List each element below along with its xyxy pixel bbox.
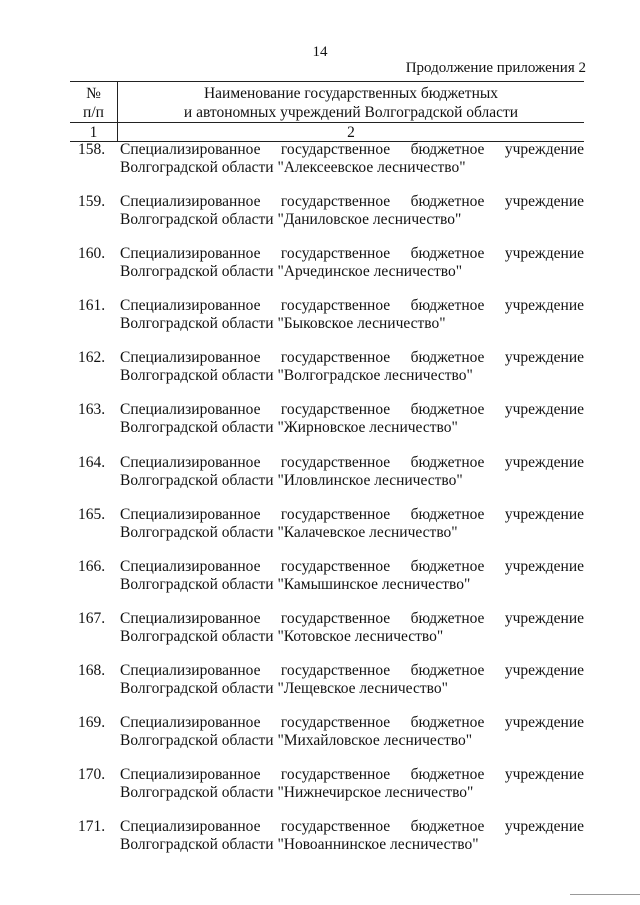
entry-word: учреждение [504, 557, 584, 575]
entry-text [120, 193, 584, 245]
entry-word: бюджетное [410, 297, 485, 315]
entry-word: учреждение [504, 661, 584, 679]
entry-line2: Волгоградской области "Лещевское лесничество" [120, 679, 448, 697]
list-item [78, 662, 584, 714]
entry-line1 [120, 297, 584, 315]
header-name-cell [118, 82, 585, 123]
entry-word: учреждение [504, 245, 584, 263]
header-num-abbrev: п/п [83, 104, 104, 121]
entry-word: бюджетное [410, 661, 485, 679]
entry-word: бюджетное [410, 609, 485, 627]
entry-word: бюджетное [410, 766, 485, 784]
entry-line2: Волгоградской области "Новоаннинское лесничество" [120, 836, 479, 854]
list-item [78, 349, 584, 401]
entry-number: 169. [78, 714, 106, 732]
entry-line2: Волгоградской области "Нижнечирское лесничество" [120, 784, 474, 802]
entry-line2: Волгоградской области "Иловлинское лесничество" [120, 471, 463, 489]
entry-text [120, 558, 584, 610]
list-item [78, 714, 584, 766]
list-item [78, 766, 584, 818]
entry-line1 [120, 662, 584, 680]
entry-number: 167. [78, 609, 106, 627]
entry-text [120, 818, 584, 870]
entry-word: государственное [280, 193, 391, 211]
list-item [78, 401, 584, 453]
list-item [78, 506, 584, 558]
entry-line2: Волгоградской области "Жирновское лесничество" [120, 419, 458, 437]
entry-number: 160. [78, 245, 106, 263]
appendix-note: Продолжение приложения 2 [405, 60, 586, 76]
entry-word: Специализированное [120, 661, 261, 679]
entry-word: учреждение [504, 193, 584, 211]
entry-line1 [120, 245, 584, 263]
entry-text [120, 245, 584, 297]
entry-text [120, 141, 584, 193]
entry-word: государственное [280, 714, 391, 732]
entry-word: бюджетное [410, 505, 485, 523]
entry-number: 166. [78, 557, 106, 575]
entry-line2: Волгоградской области "Волгоградское лесничество" [120, 367, 473, 385]
entry-line2: Волгоградской области "Котовское лесничество" [120, 627, 444, 645]
entry-line2: Волгоградской области "Даниловское лесничество" [120, 211, 462, 229]
entry-word: Специализированное [120, 609, 261, 627]
entry-word: Специализированное [120, 505, 261, 523]
entry-number: 158. [78, 141, 106, 158]
entry-word: государственное [280, 141, 391, 158]
entry-word: бюджетное [410, 453, 485, 471]
entries-list [78, 141, 584, 870]
entry-line2: Волгоградской области "Быковское лесничество" [120, 315, 446, 333]
entry-word: бюджетное [410, 245, 485, 263]
entry-text [120, 662, 584, 714]
index-col1: 1 [70, 123, 118, 142]
list-item [78, 193, 584, 245]
entry-number: 162. [78, 349, 106, 367]
entry-word: государственное [280, 453, 391, 471]
entry-word: государственное [280, 766, 391, 784]
entry-line2: Волгоградской области "Алексеевское лесничество" [120, 159, 466, 176]
entry-word: Специализированное [120, 141, 261, 158]
entry-line2: Волгоградской области "Камышинское лесничество" [120, 575, 471, 593]
entry-word: государственное [280, 609, 391, 627]
entry-word: государственное [280, 297, 391, 315]
header-num-cell [70, 82, 118, 123]
entry-text [120, 401, 584, 453]
entry-text [120, 454, 584, 506]
entry-word: учреждение [504, 349, 584, 367]
entry-line1 [120, 454, 584, 472]
entry-line1 [120, 506, 584, 524]
entry-line1 [120, 766, 584, 784]
entry-word: Специализированное [120, 193, 261, 211]
entry-word: бюджетное [410, 818, 485, 836]
entry-number: 171. [78, 818, 106, 836]
entry-word: Специализированное [120, 714, 261, 732]
entry-word: государственное [280, 505, 391, 523]
entry-word: учреждение [504, 505, 584, 523]
header-name-line2: и автономных учреждений Волгоградской области [183, 104, 519, 121]
entry-word: учреждение [504, 453, 584, 471]
entry-line1 [120, 349, 584, 367]
entry-word: учреждение [504, 401, 584, 419]
entry-number: 163. [78, 401, 106, 419]
entry-word: бюджетное [410, 714, 485, 732]
entry-word: Специализированное [120, 297, 261, 315]
entry-word: государственное [280, 245, 391, 263]
header-row [70, 82, 584, 123]
entry-word: государственное [280, 661, 391, 679]
entry-line1 [120, 193, 584, 211]
entry-line1 [120, 401, 584, 419]
list-item [78, 558, 584, 610]
entry-line1 [120, 141, 584, 159]
entry-number: 164. [78, 453, 106, 471]
entry-line2: Волгоградской области "Арчединское лесничество" [120, 263, 463, 281]
list-item [78, 610, 584, 662]
entry-line1 [120, 610, 584, 628]
entry-word: Специализированное [120, 557, 261, 575]
header-table [70, 81, 584, 142]
entry-number: 165. [78, 505, 106, 523]
header-name-line1: Наименование государственных бюджетных [203, 85, 499, 102]
entry-word: учреждение [504, 714, 584, 732]
entry-word: учреждение [504, 609, 584, 627]
entry-word: государственное [280, 401, 391, 419]
entry-line1 [120, 558, 584, 576]
entry-number: 159. [78, 193, 106, 211]
entry-text [120, 506, 584, 558]
entry-line1 [120, 818, 584, 836]
entry-word: Специализированное [120, 349, 261, 367]
entry-word: бюджетное [410, 193, 485, 211]
entry-number: 170. [78, 766, 106, 784]
entry-word: учреждение [504, 766, 584, 784]
entry-word: Специализированное [120, 401, 261, 419]
entry-word: бюджетное [410, 349, 485, 367]
entry-text [120, 714, 584, 766]
entry-word: Специализированное [120, 245, 261, 263]
entry-word: Специализированное [120, 453, 261, 471]
entry-text [120, 349, 584, 401]
entry-word: Специализированное [120, 818, 261, 836]
entry-line2: Волгоградской области "Михайловское лесничество" [120, 732, 473, 750]
entry-text [120, 766, 584, 818]
entry-line2: Волгоградской области "Калачевское лесничество" [120, 523, 458, 541]
list-item [78, 818, 584, 870]
list-item [78, 141, 584, 193]
entry-word: учреждение [504, 141, 584, 158]
list-item [78, 245, 584, 297]
entry-word: учреждение [504, 297, 584, 315]
entry-line1 [120, 714, 584, 732]
entry-word: бюджетное [410, 557, 485, 575]
entry-word: бюджетное [410, 141, 485, 158]
page-number: 14 [312, 44, 328, 60]
entry-word: бюджетное [410, 401, 485, 419]
footer-scan-marks [570, 894, 640, 905]
list-item [78, 297, 584, 349]
entry-word: государственное [280, 818, 391, 836]
entry-word: государственное [280, 349, 391, 367]
entry-text [120, 610, 584, 662]
entry-word: учреждение [504, 818, 584, 836]
entry-text [120, 297, 584, 349]
entry-word: Специализированное [120, 766, 261, 784]
entry-number: 161. [78, 297, 106, 315]
list-item [78, 454, 584, 506]
entry-word: государственное [280, 557, 391, 575]
index-row [70, 123, 584, 142]
entry-number: 168. [78, 661, 106, 679]
header-num-symbol: № [86, 85, 101, 102]
index-col2: 2 [118, 123, 585, 142]
